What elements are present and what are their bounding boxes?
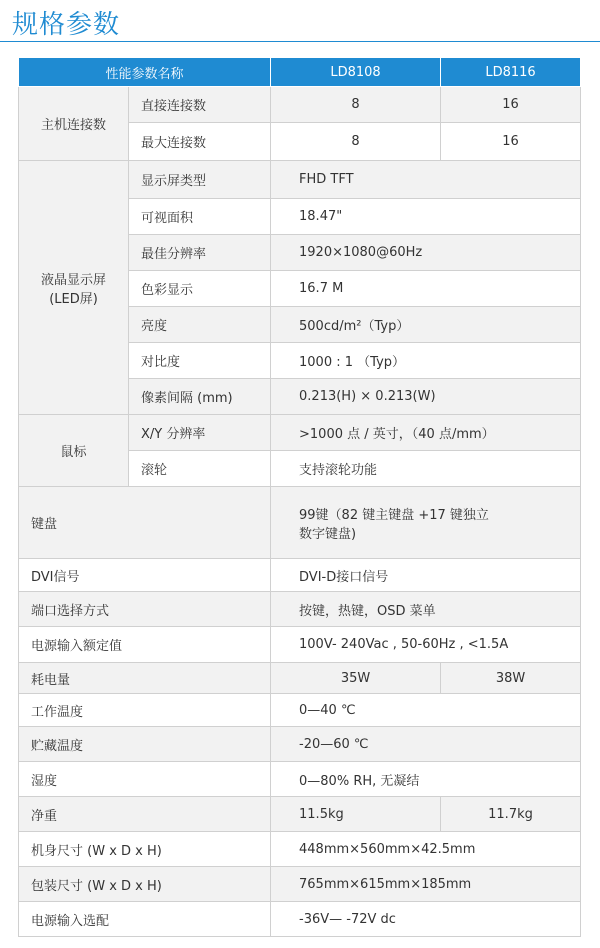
- row-label: 工作温度: [19, 694, 271, 727]
- row-value: 按键，热键，OSD 菜单: [271, 592, 581, 627]
- row-value: -20—60 ℃: [271, 727, 581, 762]
- row-value-a: 11.5kg: [271, 797, 441, 832]
- row-label: 净重: [19, 797, 271, 832]
- group-host: 主机连接数: [19, 87, 129, 161]
- row-value: >1000 点 / 英寸，（40 点/mm）: [271, 415, 581, 451]
- table-row: [19, 161, 581, 199]
- spec-table: [18, 57, 581, 937]
- row-label: 机身尺寸 (W x D x H): [19, 832, 271, 867]
- row-label: 显示屏类型: [129, 161, 271, 199]
- table-row: [19, 487, 581, 559]
- header-model-b: LD8116: [441, 58, 581, 87]
- row-value: 1920×1080@60Hz: [271, 235, 581, 271]
- table-row: [19, 592, 581, 627]
- row-value-a: 8: [271, 123, 441, 161]
- table-row: [19, 694, 581, 727]
- table-header: [19, 58, 581, 87]
- row-value-b: 16: [441, 123, 581, 161]
- row-value: 448mm×560mm×42.5mm: [271, 832, 581, 867]
- row-label: 像素间隔 (mm): [129, 379, 271, 415]
- row-label: 贮藏温度: [19, 727, 271, 762]
- row-label: X/Y 分辨率: [129, 415, 271, 451]
- row-label: 最大连接数: [129, 123, 271, 161]
- row-label: 键盘: [19, 487, 271, 559]
- title-divider: [0, 41, 600, 42]
- row-label: 电源输入选配: [19, 902, 271, 937]
- table-row: [19, 627, 581, 663]
- row-value: 0—40 ℃: [271, 694, 581, 727]
- table-row: [19, 559, 581, 592]
- row-value: FHD TFT: [271, 161, 581, 199]
- header-name: 性能参数名称: [19, 58, 271, 87]
- row-label: 滚轮: [129, 451, 271, 487]
- table-row: [19, 797, 581, 832]
- row-label: 包装尺寸 (W x D x H): [19, 867, 271, 902]
- row-label: 电源输入额定值: [19, 627, 271, 663]
- group-lcd-line1: 液晶显示屏: [40, 272, 106, 288]
- row-label: 湿度: [19, 762, 271, 797]
- row-value: 0—80% RH, 无凝结: [271, 762, 581, 797]
- row-value-b: 38W: [441, 663, 581, 694]
- header-model-a: LD8108: [271, 58, 441, 87]
- group-mouse: 鼠标: [19, 415, 129, 487]
- table-row: [19, 762, 581, 797]
- row-label: 对比度: [129, 343, 271, 379]
- row-label: 最佳分辨率: [129, 235, 271, 271]
- row-value: 支持滚轮功能: [271, 451, 581, 487]
- table-row: [19, 727, 581, 762]
- table-row: [19, 902, 581, 937]
- row-value: 0.213(H) × 0.213(W): [271, 379, 581, 415]
- group-lcd-line2: (LED屏): [49, 291, 98, 307]
- row-label: DVI信号: [19, 559, 271, 592]
- table-row: [19, 87, 581, 123]
- table-row: [19, 663, 581, 694]
- table-row: [19, 867, 581, 902]
- row-value: [271, 487, 581, 559]
- page-title: 规格参数: [12, 10, 121, 40]
- row-value: 16.7 M: [271, 271, 581, 307]
- row-value: 765mm×615mm×185mm: [271, 867, 581, 902]
- row-value-a: 8: [271, 87, 441, 123]
- keyboard-value-line1: 99键（82 键主键盘 +17 键独立: [299, 507, 489, 523]
- row-value-a: 35W: [271, 663, 441, 694]
- row-label: 色彩显示: [129, 271, 271, 307]
- row-value: -36V— -72V dc: [271, 902, 581, 937]
- row-label: 直接连接数: [129, 87, 271, 123]
- row-value: 1000 : 1 （Typ）: [271, 343, 581, 379]
- row-label: 亮度: [129, 307, 271, 343]
- row-value: 100V- 240Vac , 50-60Hz , <1.5A: [271, 627, 581, 663]
- row-value: 500cd/m²（Typ）: [271, 307, 581, 343]
- row-value-b: 11.7kg: [441, 797, 581, 832]
- keyboard-value-line2: 数字键盘): [299, 526, 357, 542]
- row-label: 可视面积: [129, 199, 271, 235]
- row-value: DVI-D接口信号: [271, 559, 581, 592]
- row-label: 端口选择方式: [19, 592, 271, 627]
- row-value: 18.47": [271, 199, 581, 235]
- row-label: 耗电量: [19, 663, 271, 694]
- table-row: [19, 415, 581, 451]
- row-value-b: 16: [441, 87, 581, 123]
- table-row: [19, 832, 581, 867]
- group-lcd: [19, 161, 129, 415]
